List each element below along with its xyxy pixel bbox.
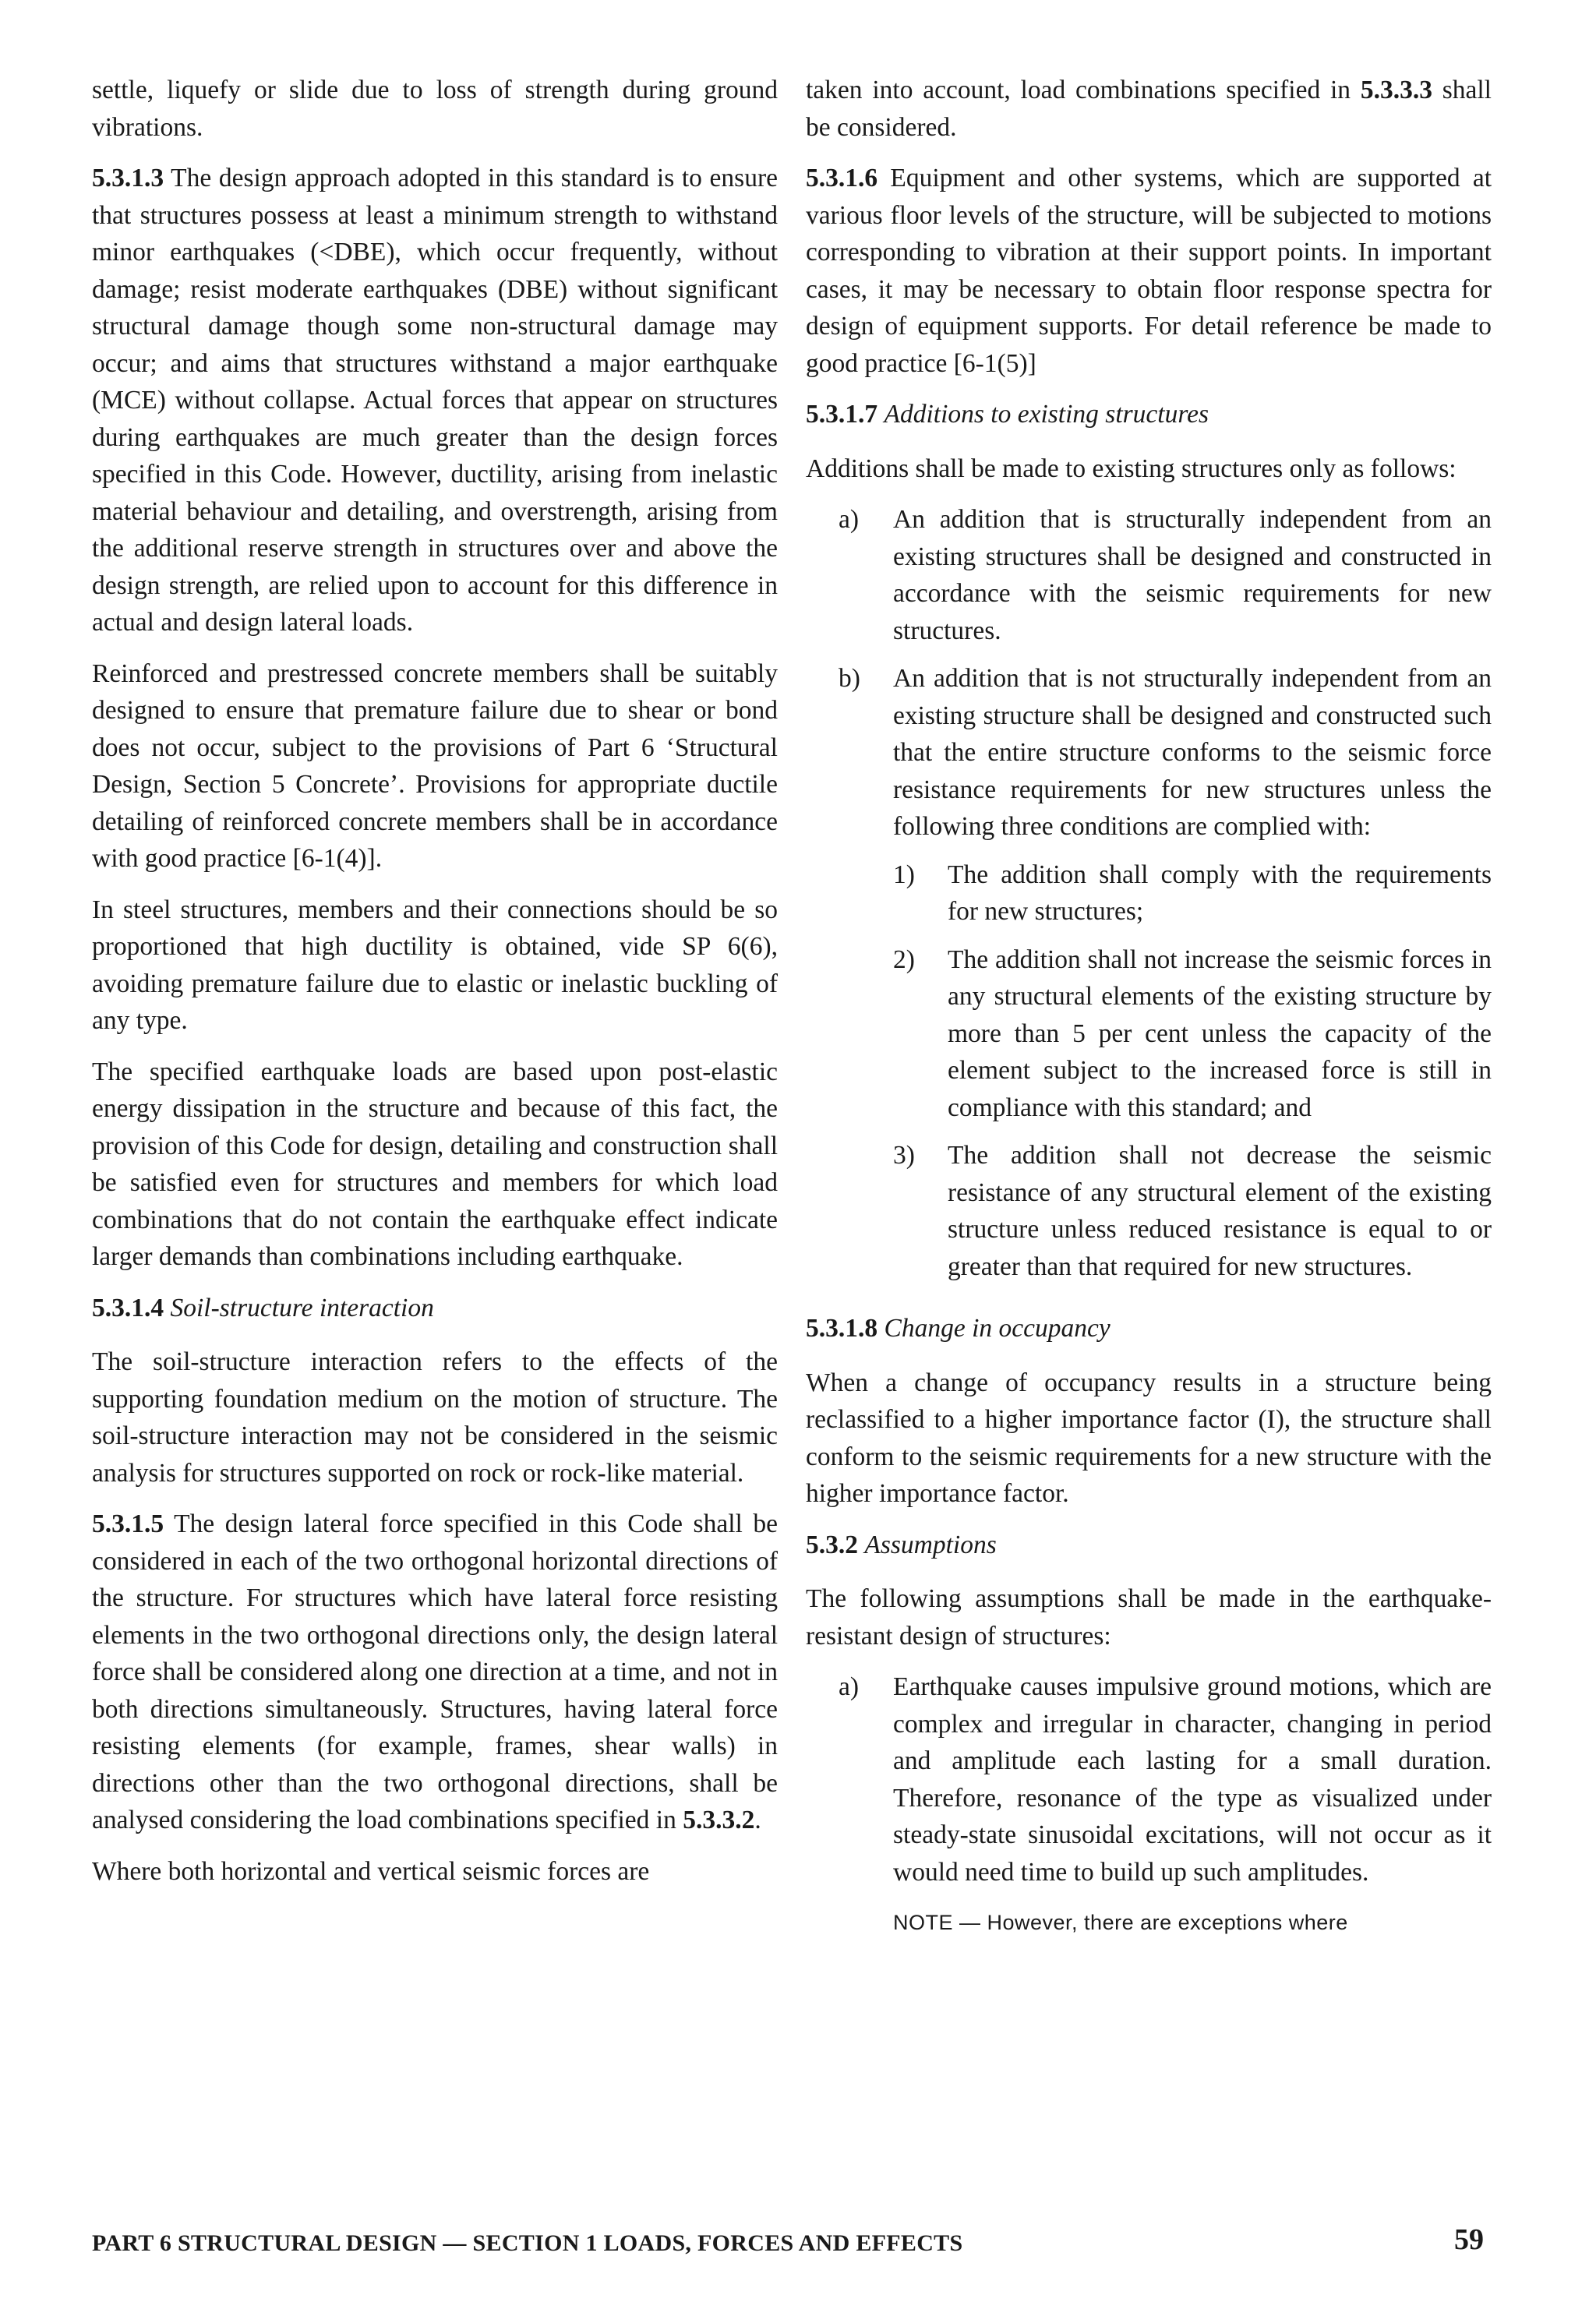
clause-5-3-1-3: [92, 160, 778, 641]
sub-list: [893, 856, 1492, 1286]
clause-reference: 5.3.3.2: [683, 1806, 755, 1834]
text-run: taken into account, load combinations specified in: [806, 76, 1361, 104]
paragraph-both-forces: Where both horizontal and vertical seismic forces are: [92, 1856, 650, 1886]
clause-title: Soil-structure interaction: [170, 1293, 434, 1322]
clause-text: Equipment and other systems, which are supported at various floor levels of the structure, will be subjected to motions corresponding to vibration at their support points. In important cases, it may be necessary to obtain floor response spectra for design of equipment supports. For detail reference be made to good practice [6-1(5)]: [806, 164, 1492, 378]
sub-list-item: [893, 941, 1492, 1127]
list-item-text: An addition that is structurally independent from an existing structures shall be designed and constructed in accordance with the seismic requirements for new structures.: [893, 505, 1492, 645]
list-marker: 3): [893, 1141, 915, 1170]
clause-number: 5.3.1.3: [92, 164, 164, 192]
paragraph-concrete: Reinforced and prestressed concrete members shall be suitably designed to ensure that premature failure due to shear or bond does not occur, subject to the provisions of Part 6 ‘Structural Design, Section 5 Concrete’. Provisions for appropriate ductile detailing of reinforced concrete members shall be in accordance with good practice [6-1(4)].: [92, 658, 778, 873]
clause-number: 5.3.1.5: [92, 1509, 164, 1538]
assumptions-list: [806, 1668, 1492, 1891]
paragraph-steel: In steel structures, members and their connections should be so proportioned that high ductility is obtained, vide SP 6(6), avoiding premature failure due to elastic or inelastic buckling of any type.: [92, 895, 778, 1035]
left-column: [92, 72, 778, 1890]
paragraph-additions: Additions shall be made to existing structures only as follows:: [806, 454, 1457, 483]
clause-text: The design approach adopted in this standard is to ensure that structures possess at least a minimum strength to withstand minor earthquakes (<DBE), which occur frequently, without damage; resist moderate earthquakes (DBE) without significant structural damage though some non-structural damage may occur; and aims that structures withstand a major earthquake (MCE) without collapse. Actual forces that appear on structures during earthquakes are much greater than the design forces specified in this Code. However, ductility, arising from inelastic material behaviour and detailing, and overstrength, arising from the additional reserve strength in structures over and above the design strength, are relied upon to account for this difference in actual and design lateral loads.: [92, 164, 778, 637]
list-item-text: The addition shall not increase the seismic forces in any structural elements of the existing structure by more than 5 per cent unless the capacity of the element subject to the increased force is still in compliance with this standard; and: [948, 944, 1492, 1122]
list-marker: a): [839, 505, 860, 534]
clause-number: 5.3.2: [806, 1530, 858, 1559]
paragraph-occupancy: When a change of occupancy results in a structure being reclassified to a higher importance factor (I), the structure shall conform to the seismic requirements for a new structure with the higher importance factor.: [806, 1368, 1492, 1508]
clause-title: Additions to existing structures: [884, 400, 1209, 429]
paragraph-load-combinations: [806, 72, 1492, 146]
list-item: [806, 660, 1492, 1296]
note-text: NOTE — However, there are exceptions where: [893, 1911, 1348, 1934]
page-footer: PART 6 STRUCTURAL DESIGN — SECTION 1 LOADS, FORCES AND EFFECTS: [92, 2230, 963, 2256]
list-marker: b): [839, 664, 860, 693]
clause-text-end: .: [754, 1806, 761, 1834]
clause-number: 5.3.1.4: [92, 1293, 164, 1322]
additions-list: [806, 501, 1492, 1296]
sub-list-item: [893, 1137, 1492, 1285]
list-item-text: Earthquake causes impulsive ground motions, which are complex and irregular in character, changing in period and amplitude each lasting for a small duration. Therefore, resonance of the type as visualized under steady-state sinusoidal excitations, will not occur as it would need time to build up such amplitudes.: [893, 1672, 1492, 1887]
paragraph-soil-structure: The soil-structure interaction refers to the effects of the supporting foundation medium on the motion of structure. The soil-structure interaction may not be considered in the seismic analysis for structures supported on rock or rock-like material.: [92, 1347, 778, 1488]
clause-5-3-1-6: [806, 160, 1492, 382]
paragraph-ground-vibrations: settle, liquefy or slide due to loss of strength during ground vibrations.: [92, 76, 778, 142]
clause-title: Change in occupancy: [884, 1314, 1110, 1343]
list-item-text: The addition shall not decrease the seismic resistance of any structural element of the existing structure unless reduced resistance is equal to or greater than that required for new structures.: [948, 1141, 1492, 1281]
text-run: shall be considered.: [806, 76, 1492, 142]
paragraph-assumptions: The following assumptions shall be made in the earthquake-resistant design of structures:: [806, 1584, 1492, 1651]
list-item: [806, 1668, 1492, 1891]
heading-assumptions: [806, 1527, 1492, 1564]
list-item: [806, 501, 1492, 649]
clause-title: Assumptions: [864, 1530, 997, 1559]
heading-change-occupancy: [806, 1310, 1492, 1347]
right-column: [806, 72, 1492, 1942]
list-marker: 2): [893, 944, 915, 974]
clause-number: 5.3.1.7: [806, 400, 878, 429]
clause-5-3-1-5: [92, 1506, 778, 1839]
sub-list-item: [893, 856, 1492, 930]
clause-text: The design lateral force specified in this Code shall be considered in each of the two orthogonal horizontal directions of the structure. For structures which have lateral force resisting elements in the two orthogonal directions only, the design lateral force shall be considered along one direction at a time, and not in both directions simultaneously. Structures, having lateral force resisting elements (for example, frames, shear walls) in directions other than the two orthogonal directions, shall be analysed considering the load combinations specified in: [92, 1509, 778, 1834]
clause-reference: 5.3.3.3: [1360, 76, 1432, 104]
paragraph-earthquake-loads: The specified earthquake loads are based upon post-elastic energy dissipation in the structure and because of this fact, the provision of this Code for design, detailing and construction shall be satisfied even for structures and members for which load combinations that do not contain the earthquake effect indicate larger demands than combinations including earthquake.: [92, 1057, 778, 1271]
page-number: 59: [1454, 2223, 1484, 2256]
list-item-text: An addition that is not structurally independent from an existing structure shall be designed and constructed such that the entire structure conforms to the seismic force resistance requirements for new structures unless the following three conditions are complied with:: [893, 664, 1492, 841]
clause-number: 5.3.1.6: [806, 164, 878, 192]
list-item-text: The addition shall comply with the requirements for new structures;: [948, 860, 1492, 926]
list-item-body: [893, 660, 1492, 1296]
list-marker: a): [839, 1672, 860, 1701]
list-marker: 1): [893, 860, 915, 889]
heading-soil-structure: [92, 1290, 778, 1327]
heading-additions: [806, 396, 1492, 433]
clause-number: 5.3.1.8: [806, 1314, 878, 1343]
